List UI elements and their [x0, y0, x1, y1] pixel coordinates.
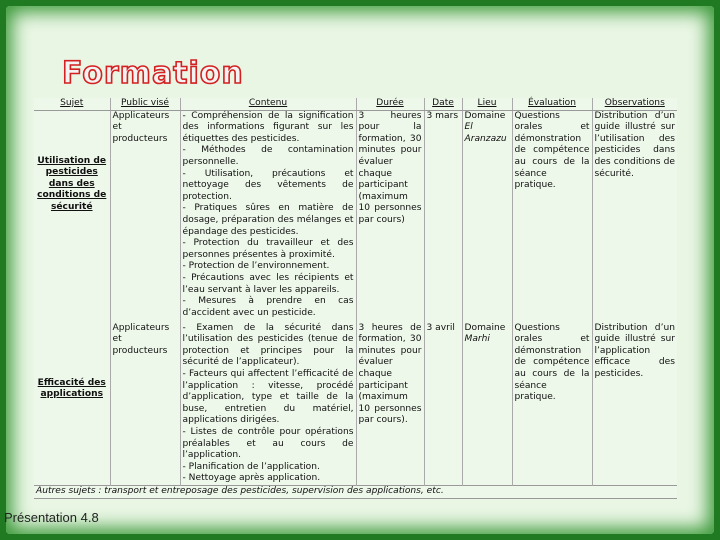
content-item: - Précautions avec les récipients et l’eau servant à laver les appareils.: [182, 272, 354, 295]
cell-observations: Distribution d’un guide illustré sur l’application efficace des pesticides.: [592, 323, 677, 486]
slide-title: Formation: [62, 56, 244, 91]
header-sujet: Sujet: [34, 98, 110, 110]
other-subjects-row: [34, 485, 677, 498]
table-header-row: [34, 98, 677, 110]
lieu-label: Domaine: [464, 110, 506, 121]
lieu-name: El Aranzazu: [464, 122, 507, 144]
header-public: Public visé: [110, 98, 180, 110]
header-duree: Durée: [356, 98, 424, 110]
table-row: [34, 110, 677, 323]
cell-sujet: [34, 110, 110, 323]
other-subjects-text: Autres sujets : transport et entreposage des pesticides, supervision des applications, etc.: [34, 485, 677, 498]
cell-lieu: [462, 110, 512, 323]
header-lieu: Lieu: [462, 98, 512, 110]
presentation-label: Présentation 4.8: [4, 510, 99, 525]
cell-evaluation: Questions orales et démonstration de compétence au cours de la séance pratique.: [512, 323, 592, 486]
cell-duree: 3 heures pour la formation, 30 minutes pour évaluer chaque participant (maximum 10 personnes par cours): [356, 110, 424, 323]
cell-date: 3 mars: [424, 110, 462, 323]
cell-sujet: [34, 323, 110, 486]
training-table: [34, 98, 677, 499]
cell-observations: Distribution d’un guide illustré sur l’utilisation des pesticides dans des conditions de sécurité.: [592, 110, 677, 323]
slide: [6, 6, 714, 534]
header-evaluation: Évaluation: [512, 98, 592, 110]
subject-text: Efficacité des applications: [37, 377, 106, 400]
cell-public: Applicateurs et producteurs: [110, 110, 180, 323]
header-contenu: Contenu: [180, 98, 356, 110]
content-item: - Mesures à prendre en cas d’accident avec un pesticide.: [182, 296, 354, 318]
header-date: Date: [424, 98, 462, 110]
content-item: - Utilisation, précautions et nettoyage des vêtements de protection.: [182, 168, 354, 202]
content-item: - Compréhension de la signification des informations figurant sur les étiquettes des pesticides.: [182, 110, 354, 144]
content-item: - Protection de l’environnement.: [182, 261, 330, 272]
subject-text: Utilisation de pesticides dans des conditions de sécurité: [37, 155, 107, 212]
content-item: - Planification de l’application.: [182, 461, 320, 472]
lieu-label: Domaine: [464, 322, 506, 333]
cell-contenu: [180, 110, 356, 323]
cell-duree: 3 heures de formation, 30 minutes pour évaluer chaque participant (maximum 10 personnes par cours).: [356, 323, 424, 486]
cell-contenu: [180, 323, 356, 486]
table-row: [34, 323, 677, 486]
cell-public: Applicateurs et producteurs: [110, 323, 180, 486]
content-item: - Examen de la sécurité dans l’utilisation des pesticides (tenue de protection et principes pour la sécurité de l’applicateur).: [182, 322, 354, 368]
content-item: - Listes de contrôle pour opérations préalables et au cours de l’application.: [182, 426, 354, 461]
cell-date: 3 avril: [424, 323, 462, 486]
content-item: - Méthodes de contamination personnelle.: [182, 145, 354, 167]
cell-lieu: [462, 323, 512, 486]
lieu-name: Marhi: [464, 334, 490, 345]
content-item: - Protection du travailleur et des personnes présentes à proximité.: [182, 238, 354, 260]
content-item: - Nettoyage après application.: [182, 473, 321, 484]
content-item: - Pratiques sûres en matière de dosage, préparation des mélanges et épandage des pesticides.: [182, 203, 354, 237]
header-observations: Observations: [592, 98, 677, 110]
content-item: - Facteurs qui affectent l’efficacité de l’application : vitesse, procédé d’application, type et taille de la buse, entretien du matériel, applications dirigées.: [182, 368, 354, 426]
cell-evaluation: Questions orales et démonstration de compétence au cours de la séance pratique.: [512, 110, 592, 323]
